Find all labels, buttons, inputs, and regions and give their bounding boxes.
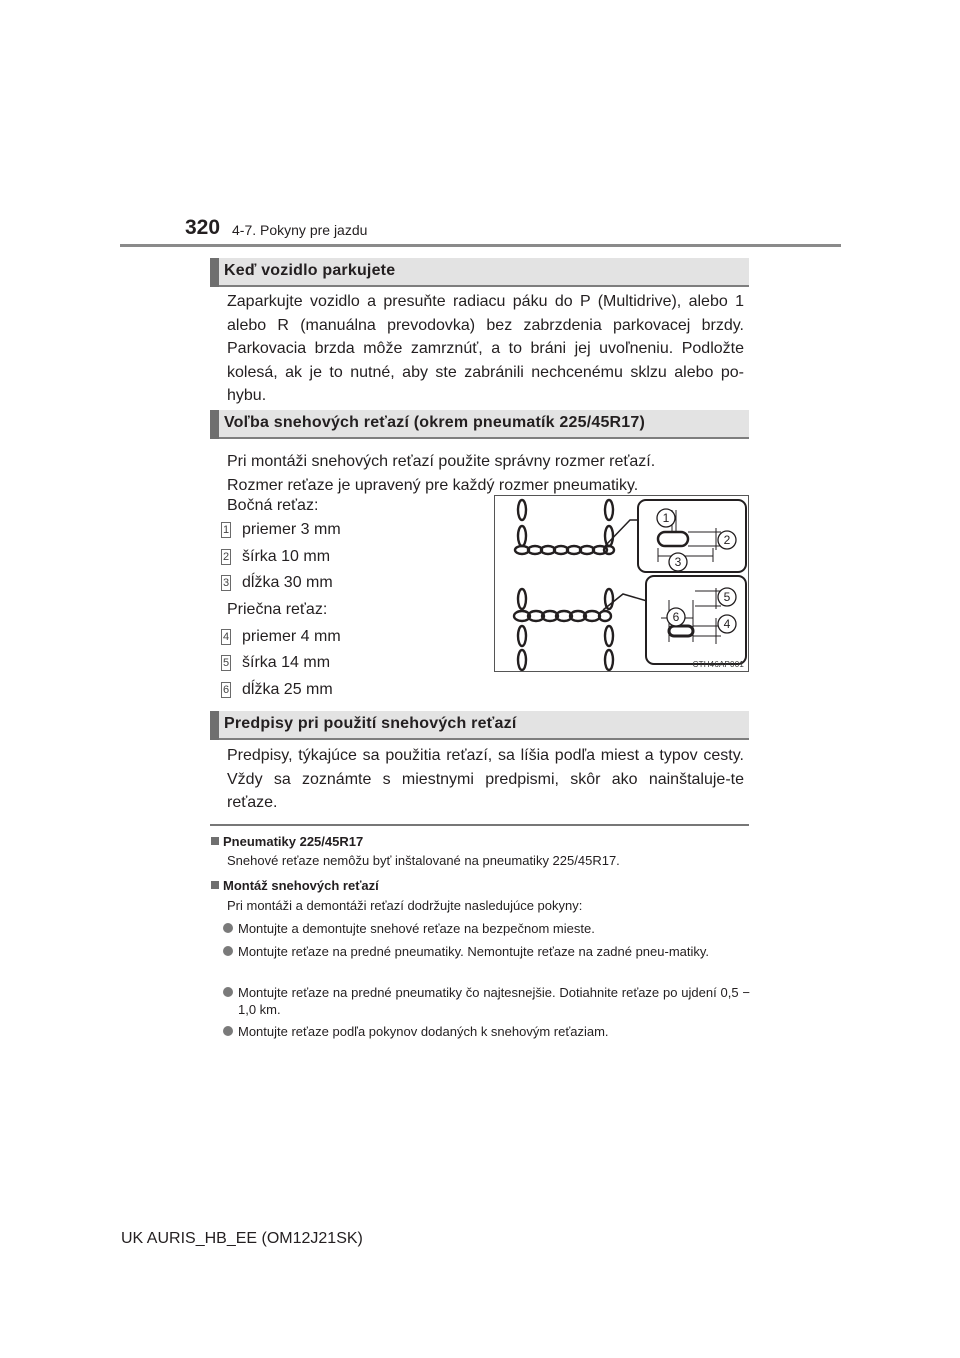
section-heading-regulations: [210, 711, 749, 740]
list-item: [223, 984, 750, 1020]
regulations-paragraph: Predpisy, týkajúce sa použitia reťazí, sa líšia podľa miest a typov cesty. Vždy sa zoznámte s miestnymi predpismi, skôr ako nainštaluje-te reťaze.: [227, 747, 744, 811]
figure-code: CTH46AP001: [692, 660, 744, 669]
list-item: [223, 943, 750, 979]
note-heading-mounting: [211, 878, 379, 893]
chain-intro-line-1: Pri montáži snehových reťazí použite správny rozmer reťazí.: [227, 453, 656, 470]
bullet-dot-icon: [223, 987, 233, 997]
note-heading-text: Pneumatiky 225/45R17: [223, 834, 364, 849]
section-heading-text: Keď vozidlo parkujete: [224, 262, 396, 279]
note-heading-text: Montáž snehových reťazí: [223, 878, 379, 893]
item-number-box: 5: [222, 657, 230, 669]
callout-4: 4: [723, 617, 731, 631]
item-number-box: 2: [222, 551, 230, 563]
section-title: 4-7. Pokyny pre jazdu: [232, 222, 368, 238]
parking-paragraph: Zaparkujte vozidlo a presuňte radiacu páku do P (Multidrive), alebo 1 alebo R (manuálna prevodovka) bez zabrzdenia parkovacej brzdy. Parkovacia brzda môže zamrznúť, a to bráni jej uvoľneniu. Podložte kolesá, ak je to nutné, aby ste zabránili nechcenému sklzu alebo po-hybu.: [227, 293, 744, 404]
document-id: UK AURIS_HB_EE (OM12J21SK): [121, 1230, 363, 1247]
note-text-mounting: Pri montáži a demontáži reťazí dodržujte nasledujúce pokyny:: [227, 898, 583, 913]
item-number-box: 6: [222, 684, 230, 696]
callout-1: 1: [662, 511, 670, 525]
item-number-box: 1: [222, 524, 230, 536]
square-bullet-icon: [211, 881, 219, 889]
page-number: 320: [185, 216, 221, 239]
callout-5: 5: [723, 590, 731, 604]
square-bullet-icon: [211, 837, 219, 845]
chain-intro-line-2: Rozmer reťaze je upravený pre každý rozmer pneumatiky.: [227, 477, 639, 494]
bullet-dot-icon: [223, 923, 233, 933]
side-chain-label: Bočná reťaz:: [227, 497, 319, 514]
bullet-dot-icon: [223, 1026, 233, 1036]
note-heading-tyres: [211, 834, 363, 849]
section-heading-parking: [210, 258, 749, 287]
callout-6: 6: [672, 610, 680, 624]
item-text: šírka 10 mm: [242, 548, 331, 565]
item-number-box: 4: [222, 631, 230, 643]
callout-2: 2: [723, 533, 731, 547]
section-heading-text: Voľba snehových reťazí (okrem pneumatík 225/45R17): [224, 414, 646, 431]
bullet-text: Montujte reťaze na predné pneumatiky. Nemontujte reťaze na zadné pneu-matiky.: [238, 944, 710, 959]
callout-3: 3: [674, 555, 682, 569]
list-item: [223, 1023, 750, 1041]
section-heading-text: Predpisy pri použití snehových reťazí: [224, 715, 517, 732]
bullet-text: Montujte reťaze podľa pokynov dodaných k snehovým reťaziam.: [238, 1024, 609, 1039]
item-text: priemer 3 mm: [242, 521, 341, 538]
bullet-text: Montujte reťaze na predné pneumatiky čo najtesnejšie. Dotiahnite reťaze po ujdení 0,5 − 1,0 km.: [238, 985, 750, 1017]
list-item: [223, 920, 750, 938]
header-divider: [120, 244, 841, 247]
bullet-dot-icon: [223, 946, 233, 956]
item-text: dĺžka 30 mm: [242, 574, 333, 591]
item-text: dĺžka 25 mm: [242, 681, 333, 698]
bullet-text: Montujte a demontujte snehové reťaze na bezpečnom mieste.: [238, 921, 595, 936]
note-text-tyres: Snehové reťaze nemôžu byť inštalované na pneumatiky 225/45R17.: [227, 853, 620, 868]
chain-illustration: [495, 496, 748, 671]
cross-chain-label: Priečna reťaz:: [227, 601, 328, 618]
notes-divider: [210, 824, 749, 826]
item-number-box: 3: [222, 577, 230, 589]
section-heading-chain-selection: [210, 410, 749, 439]
snow-chain-diagram: [494, 495, 749, 672]
item-text: priemer 4 mm: [242, 628, 341, 645]
item-text: šírka 14 mm: [242, 654, 331, 671]
